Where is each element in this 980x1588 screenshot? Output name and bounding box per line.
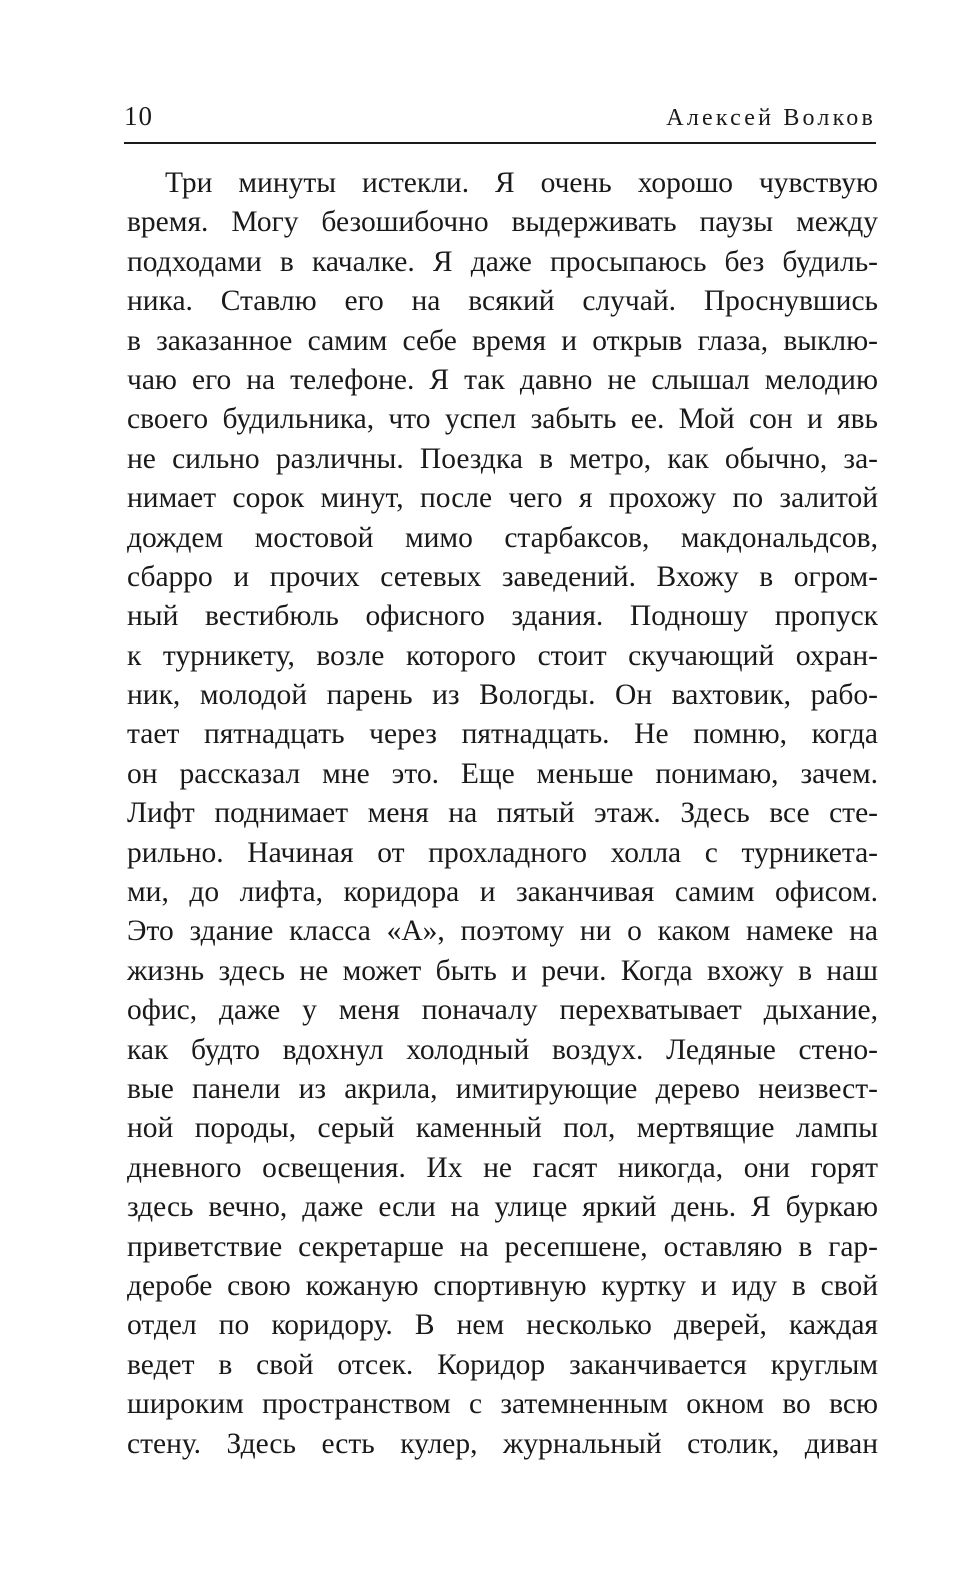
text-line: как будто вдохнул холодный воздух. Ледяные стено- bbox=[127, 1033, 878, 1066]
text-line: ный вестибюль офисного здания. Подношу пропуск bbox=[127, 600, 878, 633]
text-line: ной породы, серый каменный пол, мертвящие лампы bbox=[127, 1112, 878, 1145]
text-line: Это здание класса «А», поэтому ни о каком намеке на bbox=[127, 915, 878, 948]
text-line: сбарро и прочих сетевых заведений. Вхожу в огром- bbox=[127, 560, 878, 593]
text-line: ведет в свой отсек. Коридор заканчивается круглым bbox=[127, 1348, 878, 1381]
text-line: подходами в качалке. Я даже просыпаюсь без будиль- bbox=[127, 245, 878, 278]
text-line: к турникету, возле которого стоит скучающий охран- bbox=[127, 639, 878, 672]
body-text bbox=[127, 164, 878, 1464]
text-line: своего будильника, что успел забыть ее. Мой сон и явь bbox=[127, 403, 878, 436]
text-line: ник, молодой парень из Вологды. Он вахтовик, рабо- bbox=[127, 679, 878, 712]
text-line: время. Могу безошибочно выдерживать паузы между bbox=[127, 206, 878, 239]
text-line: Лифт поднимает меня на пятый этаж. Здесь все сте- bbox=[127, 797, 878, 830]
text-line: ника. Ставлю его на всякий случай. Проснувшись bbox=[127, 285, 878, 318]
text-line: офис, даже у меня поначалу перехватывает дыхание, bbox=[127, 994, 878, 1027]
text-line: не сильно различны. Поездка в метро, как обычно, за- bbox=[127, 442, 878, 475]
text-line: вые панели из акрила, имитирующие дерево неизвест- bbox=[127, 1072, 878, 1105]
running-head bbox=[124, 88, 876, 132]
running-title: Алексей Волков bbox=[666, 105, 876, 131]
text-line: отдел по коридору. В нем несколько дверей, каждая bbox=[127, 1309, 878, 1342]
text-line: ми, до лифта, коридора и заканчивая самим офисом. bbox=[127, 876, 878, 909]
text-line: рильно. Начиная от прохладного холла с турникета- bbox=[127, 836, 878, 869]
text-line: широким пространством с затемненным окном во всю bbox=[127, 1388, 878, 1421]
page-number: 10 bbox=[124, 101, 153, 131]
text-line: нимает сорок минут, после чего я прохожу по залитой bbox=[127, 482, 878, 515]
text-line: приветствие секретарше на ресепшене, оставляю в гар- bbox=[127, 1230, 878, 1263]
text-line: деробе свою кожаную спортивную куртку и иду в свой bbox=[127, 1269, 878, 1302]
text-line: в заказанное самим себе время и открыв глаза, выклю- bbox=[127, 324, 878, 357]
text-line: дождем мостовой мимо старбаксов, макдональдсов, bbox=[127, 521, 878, 554]
text-line: тает пятнадцать через пятнадцать. Не помню, когда bbox=[127, 718, 878, 751]
text-line: дневного освещения. Их не гасят никогда, они горят bbox=[127, 1151, 878, 1184]
text-line: Три минуты истекли. Я очень хорошо чувствую bbox=[165, 167, 878, 199]
header-rule bbox=[124, 142, 876, 144]
text-line: чаю его на телефоне. Я так давно не слышал мелодию bbox=[127, 363, 878, 396]
text-line: стену. Здесь есть кулер, журнальный столик, диван bbox=[127, 1427, 878, 1460]
text-line: он рассказал мне это. Еще меньше понимаю, зачем. bbox=[127, 757, 878, 790]
text-line: здесь вечно, даже если на улице яркий день. Я буркаю bbox=[127, 1191, 878, 1224]
text-line: жизнь здесь не может быть и речи. Когда вхожу в наш bbox=[127, 954, 878, 987]
